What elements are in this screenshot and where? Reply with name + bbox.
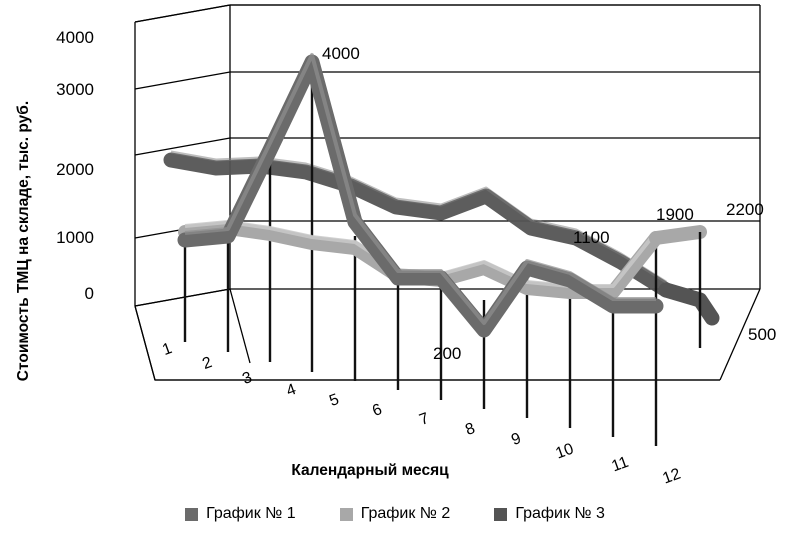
x-tick-10: 10	[553, 440, 576, 463]
y-tick-1000: 1000	[56, 228, 94, 247]
legend-swatch-icon	[494, 508, 507, 521]
x-tick-6: 6	[370, 401, 385, 421]
x-axis-title: Календарный месяц	[291, 462, 449, 479]
data-label-1900: 1900	[656, 205, 694, 224]
chart-legend	[0, 505, 790, 523]
y-axis-title: Стоимость ТМЦ на складе, тыс. руб.	[15, 100, 32, 382]
y-tick-2000: 2000	[56, 160, 94, 179]
x-tick-7: 7	[417, 410, 432, 430]
legend-item-grafik-3[interactable]	[494, 505, 605, 523]
legend-label-grafik-2: График № 2	[360, 505, 451, 522]
data-label-200: 200	[433, 344, 462, 363]
x-tick-11: 11	[609, 453, 631, 476]
x-tick-5: 5	[327, 391, 342, 411]
x-tick-9: 9	[509, 430, 524, 450]
y-tick-0: 0	[84, 284, 94, 303]
y-tick-3000: 3000	[56, 80, 94, 99]
series-grafik-3-tail	[666, 290, 712, 318]
depth-droplines	[185, 60, 700, 446]
x-tick-3: 3	[240, 369, 255, 389]
legend-item-grafik-2[interactable]	[340, 505, 451, 523]
legend-item-grafik-1[interactable]	[185, 505, 296, 523]
legend-label-grafik-3: График № 3	[515, 505, 605, 522]
y-tick-4000: 4000	[56, 28, 94, 47]
data-label-4000: 4000	[322, 44, 360, 63]
legend-swatch-icon	[185, 508, 198, 521]
x-tick-12: 12	[660, 465, 683, 488]
x-tick-4: 4	[284, 381, 299, 401]
x-tick-8: 8	[463, 420, 478, 440]
data-label-2200: 2200	[726, 200, 764, 219]
legend-label-grafik-1: График № 1	[206, 505, 296, 522]
data-label-1100: 1100	[573, 228, 610, 247]
data-label-500: 500	[748, 325, 777, 344]
x-tick-1: 1	[160, 340, 175, 360]
x-tick-2: 2	[200, 354, 215, 374]
legend-swatch-icon	[340, 508, 353, 521]
